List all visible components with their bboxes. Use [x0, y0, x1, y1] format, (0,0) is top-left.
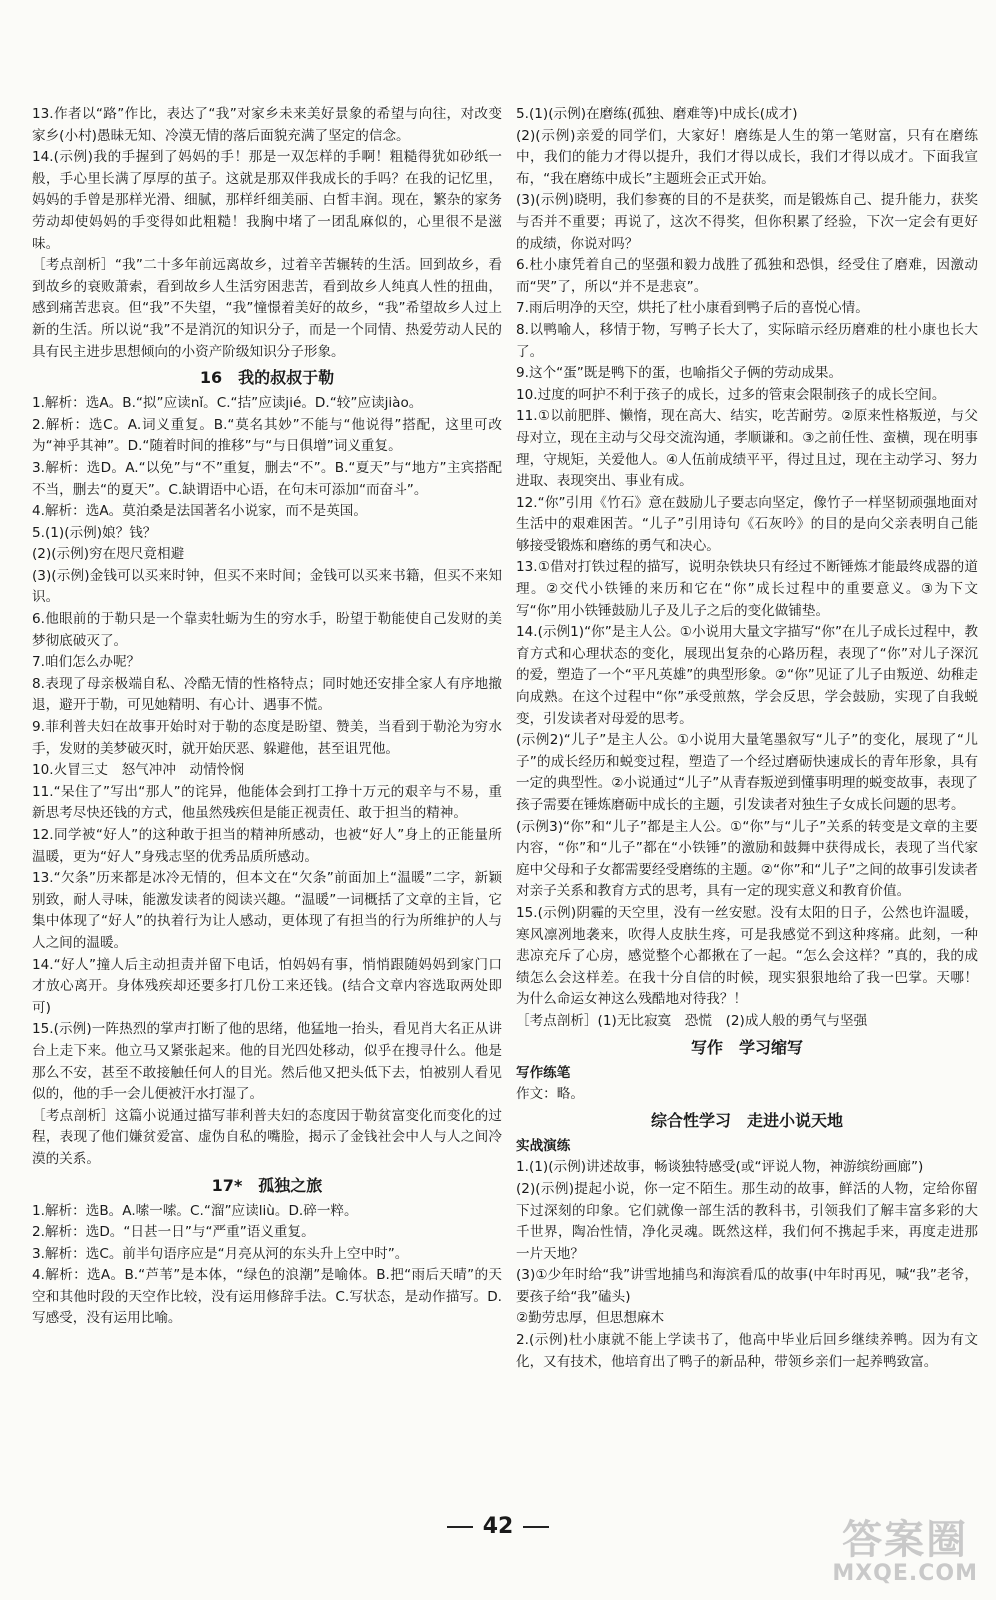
- answer-paragraph: 2.解析：选D。“日甚一日”与“严重”语义重复。: [32, 1224, 315, 1241]
- answer-paragraph: 5.(1)(示例)在磨练(孤独、磨难等)中成长(成才): [516, 106, 798, 122]
- answer-paragraph: 8.以鸭喻人，移情于物，写鸭子长大了，实际暗示经历磨难的杜小康也长大了。: [516, 321, 978, 360]
- answer-paragraph: 13.“欠条”历来都是冰冷无情的，但本文在“欠条”前面加上“温暖”二字，新颖别致，耐人寻味，能激发读者的阅读兴趣。“温暖”一词概括了文章的主旨，它集中体现了“好人”的执着行为让人感动，更体现了有担当的行为所维护的人与人之间的温暖。: [32, 870, 502, 951]
- section-heading: 写作 学习缩写: [690, 1037, 803, 1057]
- answer-paragraph: (3)①少年时给“我”讲雪地捕鸟和海滨看瓜的故事(中年时再见，喊“我”老爷，要孩子给“我”磕头): [516, 1267, 978, 1305]
- answer-paragraph: 4.解析：选A。莫泊桑是法国著名小说家，而不是英国。: [32, 503, 367, 520]
- answer-paragraph: 3.解析：选C。前半句语序应是“月亮从河的东头升上空中时”。: [32, 1245, 409, 1262]
- answer-paragraph: (示例3)“你”和“儿子”都是主人公。①“你”与“儿子”关系的转变是文章的主要内容，“你”和“儿子”都在“小铁锤”的激励和鼓舞中获得成长，表现了当代家庭中父母和子女都需要经受磨练的主题。②“你”和“儿子”之间的故事引发读者对亲子关系和教育方式的思考，具有一定的现实意义和教育价值。: [516, 818, 978, 900]
- answer-paragraph: 10.过度的呵护不利于孩子的成长，过多的管束会限制孩子的成长空间。: [516, 386, 946, 403]
- answer-paragraph: 11.“呆住了”写出“那人”的诧异，他能体会到打工挣十万元的艰辛与不易，重新思考尽快还钱的方式，他虽然残疾但是能正视责任、敢于担当的精神。: [32, 783, 502, 822]
- answer-paragraph: 15.(示例)阴霾的天空里，没有一丝安慰。没有太阳的日子，公然也许温暖，寒风凛冽地袭来，吹得人皮肤生疼，可是我感觉不到这种疼痛。此刻，一种悲凉充斥了心房，感觉整个心都揪在了一起。“怎么会这样？”真的，我的成绩怎么会这样差。在我十分自信的时候，现实狠狠地给了我一巴掌。天哪！为什么命运女神这么残酷地对待我？！: [516, 904, 978, 1008]
- right-column: [516, 104, 978, 1373]
- answer-paragraph: 12.同学被“好人”的这种敢于担当的精神所感动，也被“好人”身上的正能量所温暖，更为“好人”身残志坚的优秀品质所感动。: [32, 827, 502, 865]
- answer-paragraph: ［考点剖析］这篇小说通过描写菲利普夫妇的态度因于勒贫富变化而变化的过程，表现了他们嫌贫爱富、虚伪自私的嘴脸，揭示了金钱社会中人与人之间冷漠的关系。: [32, 1107, 502, 1167]
- answer-paragraph: 13.①借对打铁过程的描写，说明杂铁块只有经过不断锤炼才能最终成器的道理。②交代小铁锤的来历和它在“你”成长过程中的重要意义。③为下文写“你”用小铁锤鼓励儿子及儿子之后的变化做铺垫。: [516, 559, 978, 619]
- answer-paragraph: 7.咱们怎么办呢？: [32, 654, 141, 671]
- answer-paragraph: 6.他眼前的于勒只是一个靠卖牡蛎为生的穷水手，盼望于勒能使自己发财的美梦彻底破灭了。: [32, 611, 502, 649]
- answer-paragraph: 1.解析：选A。B.“拟”应读nǐ。C.“拮”应读jié。D.“较”应读jiào。: [32, 395, 423, 412]
- section-heading: 17* 孤独之旅: [211, 1175, 323, 1195]
- answer-paragraph: 作文：略。: [516, 1086, 584, 1103]
- answer-paragraph: (3)(示例)晓明，我们参赛的目的不是获奖，而是锻炼自己、提升能力，获奖与否并不重要；再说了，这次不得奖，但你积累了经验，下次一定会有更好的成绩，你说对吗？: [516, 192, 978, 252]
- subsection-heading: 实战演练: [516, 1137, 571, 1154]
- watermark-main: 答案圈: [842, 1517, 969, 1563]
- watermark-logo: [832, 1518, 978, 1586]
- answer-paragraph: 2.解析：选C。A.词义重复。B.“莫名其妙”不能与“他说得”搭配，这里可改为“神乎其神”。D.“随着时间的推移”与“与日俱增”词义重复。: [32, 416, 502, 455]
- watermark-sub: MXQE.COM: [832, 1561, 978, 1586]
- answer-paragraph: 2.(示例)杜小康就不能上学读书了，他高中毕业后回乡继续养鸭。因为有文化，又有技术，他培育出了鸭子的新品种，带领乡亲们一起养鸭致富。: [516, 1332, 978, 1370]
- answer-paragraph: (2)(示例)提起小说，你一定不陌生。那生动的故事，鲜活的人物，定给你留下过深刻的印象。它们就像一部生活的教科书，引领我们了解丰富多彩的大千世界，陶冶性情，净化灵魂。既然这样，我们何不携起手来，再度走进那一片天地？: [516, 1180, 978, 1262]
- left-column: [32, 104, 502, 1330]
- answer-paragraph: ②勤劳忠厚，但思想麻木: [516, 1310, 665, 1327]
- answer-paragraph: 9.菲利普夫妇在故事开始时对于勒的态度是盼望、赞美，当看到于勒沦为穷水手，发财的美梦破灭时，就开始厌恶、躲避他，甚至诅咒他。: [32, 719, 502, 757]
- answer-paragraph: 5.(1)(示例)娘？钱？: [32, 524, 157, 541]
- answer-paragraph: 7.雨后明净的天空，烘托了杜小康看到鸭子后的喜悦心情。: [516, 300, 869, 317]
- answer-paragraph: 12.“你”引用《竹石》意在鼓励儿子要志向坚定，像竹子一样坚韧顽强地面对生活中的艰难困苦。“儿子”引用诗句《石灰吟》的目的是向父亲表明自己能够接受锻炼和磨练的勇气和决心。: [516, 494, 978, 554]
- answer-paragraph: (示例2)“儿子”是主人公。①小说用大量笔墨叙写“儿子”的变化，展现了“儿子”的成长经历和蜕变过程，塑造了一个经过磨砺快速成长的青年形象，具有一定的典型性。②小说通过“儿子”从青春叛逆到懂事明理的蜕变故事，表现了孩子需要在锤炼磨砺中成长的主题，引发读者对独生子女成长问题的思考。: [516, 732, 978, 813]
- answer-paragraph: 6.杜小康凭着自己的坚强和毅力战胜了孤独和恐惧，经受住了磨难，因激动而“哭”了，所以“并不是悲哀”。: [516, 257, 978, 295]
- answer-paragraph: 14.(示例)我的手握到了妈妈的手！那是一双怎样的手啊！粗糙得犹如砂纸一般，手心里长满了厚厚的茧子。这就是那双伴我成长的手吗？在我的记忆里，妈妈的手曾是那样光滑、细腻，那样纤细美丽、白皙丰润。现在，繁杂的家务劳动却使妈妈的手变得如此粗糙！我胸中堵了一团乱麻似的，心里很不是滋味。: [32, 149, 502, 252]
- page-number: 42: [0, 1514, 996, 1539]
- answer-paragraph: 4.解析：选A。B.“芦苇”是本体，“绿色的浪潮”是喻体。B.把“雨后天晴”的天空和其他时段的天空作比较，没有运用修辞手法。C.写状态，是动作描写。D.写感受，没有运用比喻。: [32, 1267, 502, 1327]
- answer-paragraph: 1.(1)(示例)讲述故事，畅谈独特感受(或“评说人物，神游缤纷画廊”): [516, 1159, 924, 1176]
- answer-paragraph: 10.火冒三丈 怒气冲冲 动情怜悯: [32, 762, 244, 779]
- answer-paragraph: (2)(示例)亲爱的同学们，大家好！磨练是人生的第一笔财富，只有在磨练中，我们的能力才得以提升，我们才得以成长，我们才得以成才。下面我宣布，“我在磨练中成长”主题班会正式开始。: [516, 127, 978, 187]
- answer-paragraph: 8.表现了母亲极端自私、冷酷无情的性格特点；同时她还安排全家人有序地撤退，避开于勒，可见她精明、有心计、遇事不慌。: [32, 675, 502, 714]
- answer-paragraph: (3)(示例)金钱可以买来时钟，但买不来时间；金钱可以买来书籍，但买不来知识。: [32, 567, 502, 606]
- answer-paragraph: 1.解析：选B。A.嗦一嗦。C.“溜”应读liù。D.碎一粹。: [32, 1202, 358, 1219]
- answer-paragraph: 3.解析：选D。A.“以免”与“不”重复，删去“不”。B.“夏天”与“地方”主宾搭配不当，删去“的夏天”。C.缺谓语中心语，在句末可添加“而奋斗”。: [32, 459, 502, 498]
- answer-paragraph: 14.“好人”撞人后主动担责并留下电话，怕妈妈有事，悄悄跟随妈妈到家门口才放心离开。身体残疾却还要多打几份工来还钱。(结合文章内容选取两处即可): [32, 956, 502, 1016]
- subsection-heading: 写作练笔: [516, 1064, 571, 1081]
- answer-paragraph: ［考点剖析］(1)无比寂寞 恐慌 (2)成人般的勇气与坚强: [516, 1012, 868, 1029]
- answer-paragraph: 14.(示例1)“你”是主人公。①小说用大量文字描写“你”在儿子成长过程中，教育方式和心理状态的变化，展现出复杂的心路历程，表现了“你”对儿子深沉的爱，塑造了一个“平凡英雄”的典型形象。②“你”见证了儿子由叛逆、幼稚走向成熟。在这个过程中“你”承受煎熬，学会反思，学会鼓励，实现了自我蜕变，引发读者对母爱的思考。: [516, 624, 978, 727]
- answer-paragraph: ［考点剖析］“我”二十多年前远离故乡，过着辛苦辗转的生活。回到故乡，看到故乡的衰败萧索，看到故乡人生活穷困悲苦，看到故乡人纯真人性的扭曲，感到痛苦悲哀。但“我”不失望，“我”憧憬着美好的故乡，“我”希望故乡人过上新的生活。所以说“我”不是消沉的知识分子，而是一个同情、热爱劳动人民的具有民主进步思想倾向的小资产阶级知识分子形象。: [32, 257, 502, 360]
- section-heading: 16 我的叔叔于勒: [199, 368, 335, 388]
- answer-paragraph: (2)(示例)穷在咫尺竟相避: [32, 546, 185, 563]
- answer-paragraph: 15.(示例)一阵热烈的掌声打断了他的思绪，他猛地一抬头，看见肖大名正从讲台上走下来。他立马又紧张起来。他的目光四处移动，似乎在搜寻什么。他是那么不安，甚至不敢接触任何人的目光。然后他又把头低下去，怕被别人看见似的，他的手一会儿便被汗水打湿了。: [32, 1021, 502, 1103]
- section-heading: 综合性学习 走进小说天地: [650, 1110, 843, 1130]
- answer-paragraph: 11.①以前肥胖、懒惰，现在高大、结实，吃苦耐劳。②原来性格叛逆，与父母对立，现在主动与父母交流沟通，孝顺谦和。③之前任性、蛮横，现在明事理，守规矩，关爱他人。④人伍前成绩平平，得过且过，现在主动学习、努力进取、表现突出、事业有成。: [516, 408, 978, 490]
- answer-paragraph: 9.这个“蛋”既是鸭下的蛋，也喻指父子俩的劳动成果。: [516, 365, 843, 382]
- answer-paragraph: 13.作者以“路”作比，表达了“我”对家乡未来美好景象的希望与向往，对改变家乡(小村)愚昧无知、冷漠无情的落后面貌充满了坚定的信念。: [32, 106, 502, 144]
